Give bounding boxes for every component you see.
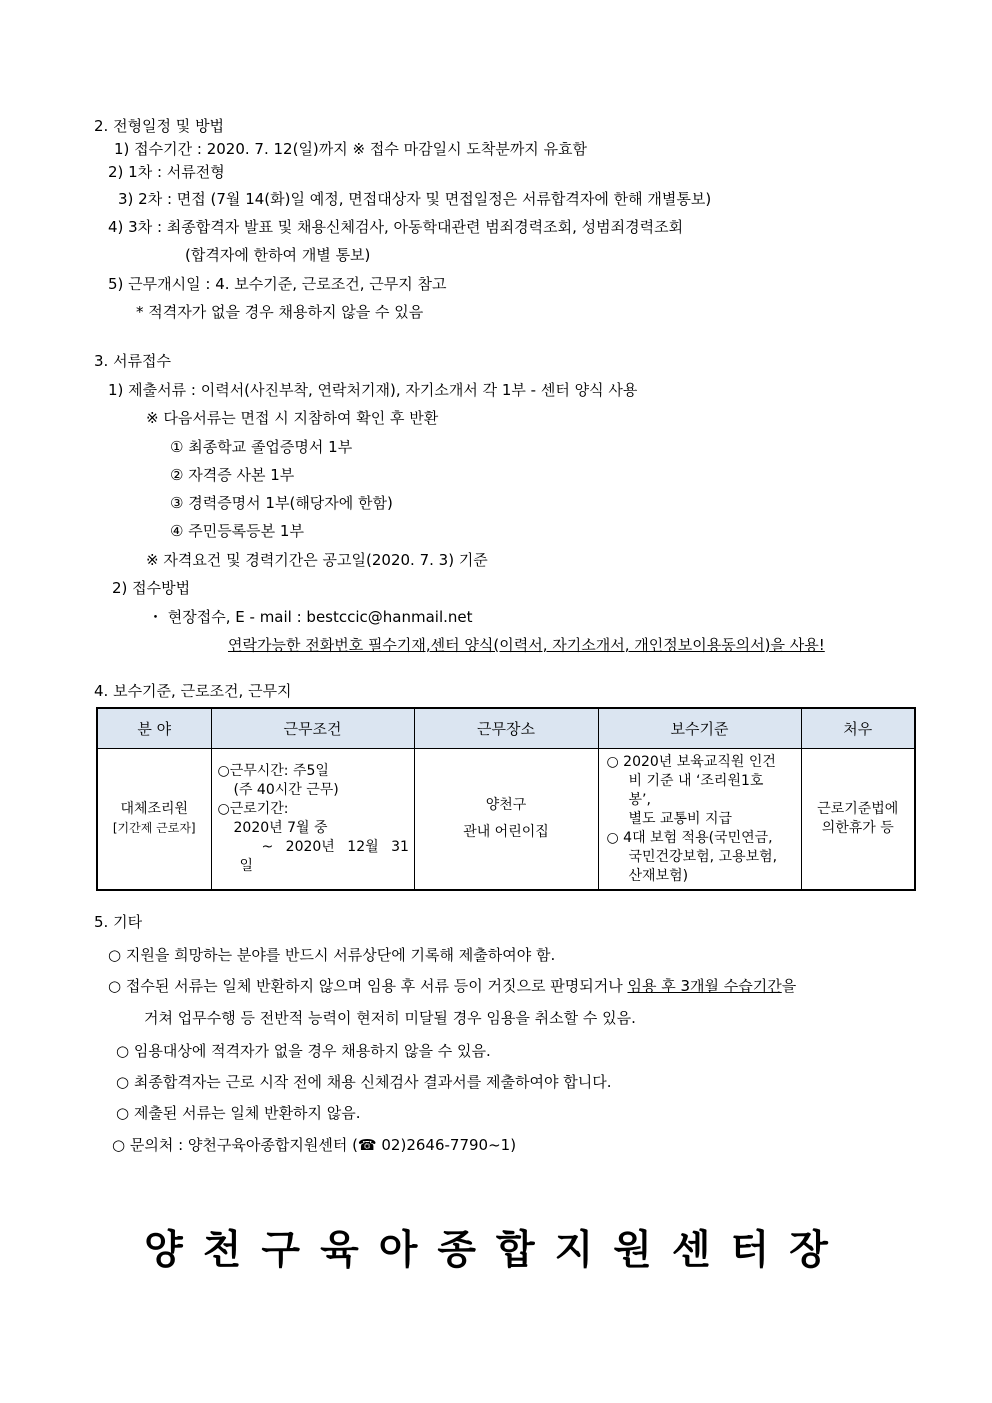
etc-item-4: ○ 최종합격자는 근로 시작 전에 채용 신체검사 결과서를 제출하여야 합니다.	[116, 1073, 612, 1091]
condition-line: ○근로기간:	[217, 801, 289, 817]
etc-item-6: ○ 문의처 : 양천구육아종합지원센터 (☎ 02)2646-7790~1)	[112, 1136, 517, 1154]
section2-note: * 적격자가 없을 경우 채용하지 않을 수 있음	[136, 303, 424, 321]
pay-line: 국민건강보험, 고용보험,	[628, 848, 778, 865]
condition-line: ○근무시간: 주5일	[217, 763, 329, 779]
pay-line: 별도 교통비 지급	[628, 810, 733, 827]
condition-line: 2020년 7월 중	[233, 820, 328, 836]
doc-item-1: ① 최종학교 졸업증명서 1부	[170, 438, 353, 456]
place-line: 양천구	[485, 797, 527, 813]
benefit-line: 의한휴가 등	[821, 820, 894, 836]
cell-benefit	[801, 749, 915, 891]
section2-item5: 5) 근무개시일 : 4. 보수기준, 근로조건, 근무지 참고	[108, 275, 447, 293]
etc-item-2-cont: 거쳐 업무수행 등 전반적 능력이 현저히 미달될 경우 임용을 취소할 수 있음.	[144, 1009, 636, 1027]
section3-heading: 3. 서류접수	[94, 352, 172, 370]
header-field: 분 야	[97, 708, 211, 749]
etc-item-2-text: ○ 접수된 서류는 일체 반환하지 않으며 임용 후 서류 등이 거짓으로 판명되거나	[108, 977, 628, 995]
header-place: 근무장소	[414, 708, 598, 749]
field-name: 대체조리원	[120, 801, 189, 817]
pay-line: 봉’,	[628, 791, 651, 808]
section2-item1: 1) 접수기간 : 2020. 7. 12(일)까지 ※ 접수 마감일시 도착분까지 유효함	[114, 140, 588, 158]
section2-item2: 2) 1차 : 서류전형	[108, 163, 225, 181]
etc-item-2	[108, 976, 796, 996]
doc-item-3: ③ 경력증명서 1부(해당자에 한함)	[170, 494, 393, 512]
section3-item1: 1) 제출서류 : 이력서(사진부착, 연락처기재), 자기소개서 각 1부 - 센터 양식 사용	[108, 381, 638, 399]
section3-method: ・ 현장접수, E - mail : bestccic@hanmail.net	[148, 608, 473, 626]
pay-line: 비 기준 내 ‘조리원1호	[628, 772, 764, 789]
cell-field	[97, 749, 211, 891]
condition-line: (주 40시간 근무)	[233, 782, 339, 798]
section2-item3: 3) 2차 : 면접 (7월 14(화)일 예정, 면접대상자 및 면접일정은 서류합격자에 한해 개별통보)	[118, 190, 712, 208]
section3-note2: ※ 자격요건 및 경력기간은 공고일(2020. 7. 3) 기준	[146, 551, 488, 569]
etc-item-5: ○ 제출된 서류는 일체 반환하지 않음.	[116, 1104, 361, 1122]
pay-line: 산재보험)	[628, 867, 689, 884]
work-conditions-table	[96, 707, 916, 891]
table-row	[97, 749, 915, 891]
section4-heading: 4. 보수기준, 근로조건, 근무지	[94, 682, 292, 700]
doc-item-2: ② 자격증 사본 1부	[170, 466, 295, 484]
benefit-line: 근로기준법에	[817, 801, 899, 817]
etc-item-3: ○ 임용대상에 적격자가 없을 경우 채용하지 않을 수 있음.	[116, 1042, 491, 1060]
section3-item2: 2) 접수방법	[112, 579, 191, 597]
section2-heading: 2. 전형일정 및 방법	[94, 117, 225, 135]
pay-line: ○ 4대 보험 적용(국민연금,	[606, 829, 773, 846]
header-conditions: 근무조건	[211, 708, 414, 749]
cell-conditions	[211, 749, 414, 891]
doc-item-4: ④ 주민등록등본 1부	[170, 522, 304, 540]
etc-item-2-tail: 을	[781, 977, 797, 995]
section5-heading: 5. 기타	[94, 913, 143, 931]
etc-item-1: ○ 지원을 희망하는 분야를 반드시 서류상단에 기록해 제출하여야 함.	[108, 946, 556, 964]
field-sub: [기간제 근로자]	[112, 821, 196, 835]
condition-line: ~ 2020년 12월 31	[261, 839, 409, 855]
issuer-signature: 양천구육아종합지원센터장	[144, 1227, 848, 1273]
header-pay: 보수기준	[598, 708, 801, 749]
section2-item4-cont: (합격자에 한하여 개별 통보)	[185, 246, 371, 264]
section3-note1: ※ 다음서류는 면접 시 지참하여 확인 후 반환	[146, 409, 439, 427]
header-benefit: 처우	[801, 708, 915, 749]
condition-line: 일	[239, 858, 254, 874]
cell-pay	[598, 749, 801, 891]
probation-period-text: 임용 후 3개월 수습기간	[627, 977, 782, 995]
pay-line: ○ 2020년 보육교직원 인건	[606, 753, 776, 770]
cell-place	[414, 749, 598, 891]
section3-method-note: 연락가능한 전화번호 필수기재,센터 양식(이력서, 자기소개서, 개인정보이용동의서)을 사용!	[228, 636, 825, 654]
table-header-row	[97, 708, 915, 749]
section2-item4: 4) 3차 : 최종합격자 발표 및 채용신체검사, 아동학대관련 범죄경력조회, 성범죄경력조회	[108, 218, 684, 236]
place-line: 관내 어린이집	[463, 824, 549, 840]
